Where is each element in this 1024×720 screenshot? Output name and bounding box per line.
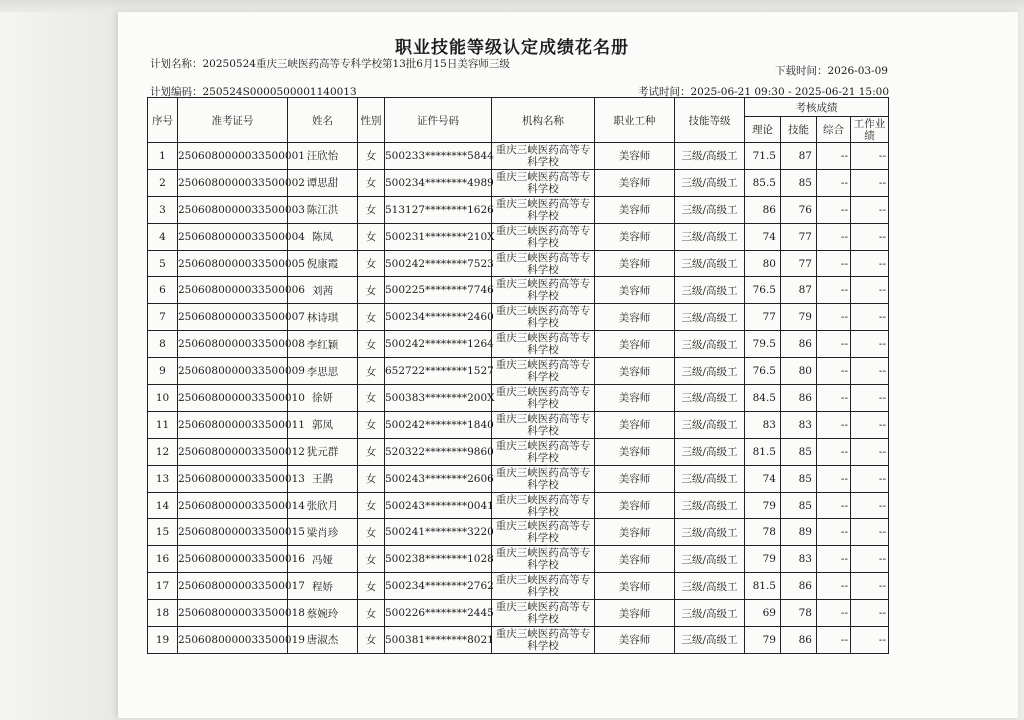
- page-title: 职业技能等级认定成绩花名册: [395, 38, 629, 58]
- cell-ticket: 2506080000033500016: [178, 546, 288, 573]
- cell-level: 三级/高级工: [675, 385, 745, 412]
- header-id: 证件号码: [385, 98, 492, 143]
- cell-seq: 18: [148, 600, 178, 627]
- cell-ticket: 2506080000033500018: [178, 600, 288, 627]
- cell-gender: 女: [358, 492, 385, 519]
- cell-id: 500231********210X: [385, 223, 492, 250]
- cell-seq: 10: [148, 385, 178, 412]
- cell-level: 三级/高级工: [675, 143, 745, 170]
- cell-ticket: 2506080000033500006: [178, 277, 288, 304]
- cell-org: 重庆三峡医药高等专科学校: [492, 385, 595, 412]
- cell-level: 三级/高级工: [675, 492, 745, 519]
- download-time: 下载时间：2026-03-09: [774, 65, 888, 77]
- cell-overall: --: [817, 411, 851, 438]
- cell-name: 陈凤: [288, 223, 358, 250]
- cell-skill: 89: [781, 519, 817, 546]
- cell-level: 三级/高级工: [675, 465, 745, 492]
- cell-seq: 14: [148, 492, 178, 519]
- cell-overall: --: [817, 331, 851, 358]
- cell-overall: --: [817, 385, 851, 412]
- cell-theory: 86: [745, 196, 781, 223]
- cell-work: --: [851, 169, 889, 196]
- cell-theory: 85.5: [745, 169, 781, 196]
- cell-theory: 83: [745, 411, 781, 438]
- cell-work: --: [851, 627, 889, 654]
- table-row: [148, 304, 889, 331]
- cell-gender: 女: [358, 385, 385, 412]
- cell-job: 美容师: [595, 223, 675, 250]
- cell-level: 三级/高级工: [675, 411, 745, 438]
- cell-name: 刘茜: [288, 277, 358, 304]
- cell-id: 500234********2762: [385, 573, 492, 600]
- cell-ticket: 2506080000033500017: [178, 573, 288, 600]
- cell-skill: 80: [781, 358, 817, 385]
- cell-level: 三级/高级工: [675, 358, 745, 385]
- cell-org: 重庆三峡医药高等专科学校: [492, 304, 595, 331]
- cell-job: 美容师: [595, 573, 675, 600]
- table-row: [148, 465, 889, 492]
- cell-overall: --: [817, 196, 851, 223]
- cell-skill: 76: [781, 196, 817, 223]
- cell-skill: 85: [781, 438, 817, 465]
- cell-level: 三级/高级工: [675, 196, 745, 223]
- cell-work: --: [851, 304, 889, 331]
- cell-ticket: 2506080000033500001: [178, 143, 288, 170]
- cell-name: 蔡婉玲: [288, 600, 358, 627]
- cell-org: 重庆三峡医药高等专科学校: [492, 438, 595, 465]
- cell-level: 三级/高级工: [675, 304, 745, 331]
- cell-theory: 76.5: [745, 277, 781, 304]
- cell-name: 张欣月: [288, 492, 358, 519]
- cell-id: 500242********1840: [385, 411, 492, 438]
- cell-level: 三级/高级工: [675, 573, 745, 600]
- cell-work: --: [851, 465, 889, 492]
- cell-theory: 79.5: [745, 331, 781, 358]
- cell-name: 李思思: [288, 358, 358, 385]
- cell-ticket: 2506080000033500010: [178, 385, 288, 412]
- cell-name: 李红颖: [288, 331, 358, 358]
- cell-theory: 74: [745, 465, 781, 492]
- cell-ticket: 2506080000033500007: [178, 304, 288, 331]
- cell-name: 郭凤: [288, 411, 358, 438]
- cell-gender: 女: [358, 250, 385, 277]
- cell-job: 美容师: [595, 385, 675, 412]
- cell-theory: 79: [745, 546, 781, 573]
- cell-work: --: [851, 573, 889, 600]
- header-level: 技能等级: [675, 98, 745, 143]
- cell-level: 三级/高级工: [675, 600, 745, 627]
- cell-work: --: [851, 250, 889, 277]
- cell-gender: 女: [358, 143, 385, 170]
- scan-background-top: [0, 0, 1024, 12]
- header-org: 机构名称: [492, 98, 595, 143]
- cell-gender: 女: [358, 223, 385, 250]
- cell-seq: 4: [148, 223, 178, 250]
- cell-gender: 女: [358, 196, 385, 223]
- cell-overall: --: [817, 250, 851, 277]
- cell-seq: 12: [148, 438, 178, 465]
- cell-id: 500243********2606: [385, 465, 492, 492]
- cell-theory: 81.5: [745, 573, 781, 600]
- cell-ticket: 2506080000033500009: [178, 358, 288, 385]
- cell-work: --: [851, 196, 889, 223]
- cell-job: 美容师: [595, 250, 675, 277]
- cell-job: 美容师: [595, 492, 675, 519]
- table-row: [148, 627, 889, 654]
- table-row: [148, 411, 889, 438]
- cell-level: 三级/高级工: [675, 169, 745, 196]
- cell-gender: 女: [358, 600, 385, 627]
- cell-job: 美容师: [595, 627, 675, 654]
- cell-ticket: 2506080000033500005: [178, 250, 288, 277]
- cell-ticket: 2506080000033500004: [178, 223, 288, 250]
- cell-job: 美容师: [595, 600, 675, 627]
- cell-seq: 16: [148, 546, 178, 573]
- header-scores: 考核成绩: [745, 98, 889, 117]
- cell-work: --: [851, 438, 889, 465]
- table-body: [148, 143, 889, 654]
- cell-level: 三级/高级工: [675, 519, 745, 546]
- cell-job: 美容师: [595, 411, 675, 438]
- score-roster-table: [147, 97, 889, 654]
- cell-id: 500234********2460: [385, 304, 492, 331]
- cell-skill: 86: [781, 385, 817, 412]
- cell-id: 513127********1626: [385, 196, 492, 223]
- cell-gender: 女: [358, 411, 385, 438]
- cell-work: --: [851, 492, 889, 519]
- cell-theory: 79: [745, 492, 781, 519]
- cell-work: --: [851, 143, 889, 170]
- cell-overall: --: [817, 169, 851, 196]
- cell-id: 500242********1264: [385, 331, 492, 358]
- cell-job: 美容师: [595, 143, 675, 170]
- cell-skill: 77: [781, 223, 817, 250]
- cell-theory: 71.5: [745, 143, 781, 170]
- cell-ticket: 2506080000033500019: [178, 627, 288, 654]
- cell-gender: 女: [358, 331, 385, 358]
- header-ticket: 准考证号: [178, 98, 288, 143]
- cell-seq: 1: [148, 143, 178, 170]
- cell-overall: --: [817, 519, 851, 546]
- table-row: [148, 358, 889, 385]
- cell-ticket: 2506080000033500014: [178, 492, 288, 519]
- cell-level: 三级/高级工: [675, 250, 745, 277]
- cell-skill: 83: [781, 546, 817, 573]
- cell-skill: 86: [781, 331, 817, 358]
- cell-ticket: 2506080000033500003: [178, 196, 288, 223]
- cell-overall: --: [817, 627, 851, 654]
- cell-org: 重庆三峡医药高等专科学校: [492, 627, 595, 654]
- cell-gender: 女: [358, 546, 385, 573]
- cell-level: 三级/高级工: [675, 277, 745, 304]
- cell-overall: --: [817, 465, 851, 492]
- cell-org: 重庆三峡医药高等专科学校: [492, 277, 595, 304]
- table-row: [148, 492, 889, 519]
- table-row: [148, 438, 889, 465]
- cell-id: 520322********9860: [385, 438, 492, 465]
- cell-skill: 86: [781, 573, 817, 600]
- cell-job: 美容师: [595, 331, 675, 358]
- cell-overall: --: [817, 573, 851, 600]
- cell-level: 三级/高级工: [675, 438, 745, 465]
- cell-id: 500226********2445: [385, 600, 492, 627]
- cell-gender: 女: [358, 169, 385, 196]
- cell-id: 500381********8021: [385, 627, 492, 654]
- header-job: 职业工种: [595, 98, 675, 143]
- cell-skill: 77: [781, 250, 817, 277]
- scan-background-left: [0, 0, 118, 720]
- cell-org: 重庆三峡医药高等专科学校: [492, 465, 595, 492]
- header-seq: 序号: [148, 98, 178, 143]
- cell-overall: --: [817, 600, 851, 627]
- cell-name: 倪康霞: [288, 250, 358, 277]
- cell-ticket: 2506080000033500013: [178, 465, 288, 492]
- cell-seq: 3: [148, 196, 178, 223]
- header-skill: 技能: [781, 117, 817, 143]
- cell-name: 梁肖珍: [288, 519, 358, 546]
- cell-job: 美容师: [595, 519, 675, 546]
- cell-id: 500238********1028: [385, 546, 492, 573]
- header-theory: 理论: [745, 117, 781, 143]
- cell-id: 500243********0041: [385, 492, 492, 519]
- cell-name: 徐妍: [288, 385, 358, 412]
- cell-skill: 85: [781, 465, 817, 492]
- cell-overall: --: [817, 492, 851, 519]
- cell-org: 重庆三峡医药高等专科学校: [492, 169, 595, 196]
- cell-seq: 8: [148, 331, 178, 358]
- cell-name: 犹元群: [288, 438, 358, 465]
- cell-org: 重庆三峡医药高等专科学校: [492, 546, 595, 573]
- cell-gender: 女: [358, 304, 385, 331]
- cell-theory: 81.5: [745, 438, 781, 465]
- cell-theory: 77: [745, 304, 781, 331]
- cell-org: 重庆三峡医药高等专科学校: [492, 196, 595, 223]
- cell-id: 500225********7746: [385, 277, 492, 304]
- header-gender: 性别: [358, 98, 385, 143]
- plan-name: 计划名称：20250524重庆三峡医药高等专科学校第13批6月15日美容师三级: [150, 58, 510, 70]
- table-row: [148, 196, 889, 223]
- cell-seq: 13: [148, 465, 178, 492]
- cell-overall: --: [817, 546, 851, 573]
- cell-theory: 74: [745, 223, 781, 250]
- cell-ticket: 2506080000033500008: [178, 331, 288, 358]
- cell-gender: 女: [358, 627, 385, 654]
- cell-level: 三级/高级工: [675, 223, 745, 250]
- cell-id: 500383********200X: [385, 385, 492, 412]
- cell-seq: 17: [148, 573, 178, 600]
- cell-skill: 79: [781, 304, 817, 331]
- cell-seq: 5: [148, 250, 178, 277]
- cell-name: 唐淑杰: [288, 627, 358, 654]
- cell-org: 重庆三峡医药高等专科学校: [492, 492, 595, 519]
- cell-gender: 女: [358, 438, 385, 465]
- cell-name: 汪欣怡: [288, 143, 358, 170]
- cell-org: 重庆三峡医药高等专科学校: [492, 358, 595, 385]
- cell-gender: 女: [358, 519, 385, 546]
- table-row: [148, 223, 889, 250]
- cell-theory: 69: [745, 600, 781, 627]
- table-row: [148, 169, 889, 196]
- cell-work: --: [851, 358, 889, 385]
- cell-work: --: [851, 223, 889, 250]
- cell-work: --: [851, 277, 889, 304]
- cell-org: 重庆三峡医药高等专科学校: [492, 143, 595, 170]
- cell-gender: 女: [358, 465, 385, 492]
- cell-job: 美容师: [595, 358, 675, 385]
- cell-gender: 女: [358, 277, 385, 304]
- cell-gender: 女: [358, 358, 385, 385]
- cell-work: --: [851, 600, 889, 627]
- cell-overall: --: [817, 304, 851, 331]
- cell-org: 重庆三峡医药高等专科学校: [492, 411, 595, 438]
- cell-org: 重庆三峡医药高等专科学校: [492, 519, 595, 546]
- cell-name: 林诗琪: [288, 304, 358, 331]
- plan-code: 计划编码：250524S000050000114001З: [150, 86, 357, 98]
- cell-id: 500241********3220: [385, 519, 492, 546]
- cell-job: 美容师: [595, 546, 675, 573]
- cell-seq: 15: [148, 519, 178, 546]
- cell-job: 美容师: [595, 465, 675, 492]
- cell-overall: --: [817, 223, 851, 250]
- cell-level: 三级/高级工: [675, 627, 745, 654]
- cell-work: --: [851, 519, 889, 546]
- table-row: [148, 546, 889, 573]
- cell-name: 陈江洪: [288, 196, 358, 223]
- cell-skill: 85: [781, 492, 817, 519]
- cell-name: 谭思甜: [288, 169, 358, 196]
- header-work: 工作业绩: [851, 117, 889, 143]
- cell-overall: --: [817, 277, 851, 304]
- cell-job: 美容师: [595, 438, 675, 465]
- cell-org: 重庆三峡医药高等专科学校: [492, 331, 595, 358]
- table-row: [148, 331, 889, 358]
- cell-theory: 79: [745, 627, 781, 654]
- cell-overall: --: [817, 143, 851, 170]
- cell-ticket: 2506080000033500011: [178, 411, 288, 438]
- cell-org: 重庆三峡医药高等专科学校: [492, 223, 595, 250]
- cell-seq: 6: [148, 277, 178, 304]
- cell-skill: 87: [781, 277, 817, 304]
- cell-skill: 78: [781, 600, 817, 627]
- cell-org: 重庆三峡医药高等专科学校: [492, 250, 595, 277]
- cell-ticket: 2506080000033500002: [178, 169, 288, 196]
- table-row: [148, 277, 889, 304]
- table-row: [148, 143, 889, 170]
- cell-name: 冯娅: [288, 546, 358, 573]
- cell-seq: 7: [148, 304, 178, 331]
- cell-theory: 78: [745, 519, 781, 546]
- cell-job: 美容师: [595, 277, 675, 304]
- cell-job: 美容师: [595, 304, 675, 331]
- header-overall: 综合: [817, 117, 851, 143]
- cell-ticket: 2506080000033500012: [178, 438, 288, 465]
- cell-gender: 女: [358, 573, 385, 600]
- cell-job: 美容师: [595, 169, 675, 196]
- table-row: [148, 250, 889, 277]
- cell-seq: 2: [148, 169, 178, 196]
- cell-skill: 83: [781, 411, 817, 438]
- cell-seq: 19: [148, 627, 178, 654]
- cell-seq: 9: [148, 358, 178, 385]
- table-row: [148, 600, 889, 627]
- cell-id: 500233********5844: [385, 143, 492, 170]
- cell-ticket: 2506080000033500015: [178, 519, 288, 546]
- cell-theory: 84.5: [745, 385, 781, 412]
- table-row: [148, 573, 889, 600]
- cell-name: 王鹊: [288, 465, 358, 492]
- table-row: [148, 519, 889, 546]
- cell-level: 三级/高级工: [675, 331, 745, 358]
- cell-id: 500242********7523: [385, 250, 492, 277]
- cell-work: --: [851, 411, 889, 438]
- cell-skill: 86: [781, 627, 817, 654]
- cell-work: --: [851, 546, 889, 573]
- cell-skill: 87: [781, 143, 817, 170]
- cell-work: --: [851, 385, 889, 412]
- cell-overall: --: [817, 358, 851, 385]
- cell-id: 652722********1527: [385, 358, 492, 385]
- cell-seq: 11: [148, 411, 178, 438]
- cell-job: 美容师: [595, 196, 675, 223]
- cell-org: 重庆三峡医药高等专科学校: [492, 573, 595, 600]
- cell-skill: 85: [781, 169, 817, 196]
- cell-theory: 80: [745, 250, 781, 277]
- cell-overall: --: [817, 438, 851, 465]
- cell-name: 程娇: [288, 573, 358, 600]
- cell-work: --: [851, 331, 889, 358]
- exam-time: 考试时间：2025-06-21 09:30 - 2025-06-21 15:00: [638, 86, 889, 98]
- cell-level: 三级/高级工: [675, 546, 745, 573]
- header-name: 姓名: [288, 98, 358, 143]
- table-row: [148, 385, 889, 412]
- cell-id: 500234********4989: [385, 169, 492, 196]
- cell-theory: 76.5: [745, 358, 781, 385]
- cell-org: 重庆三峡医药高等专科学校: [492, 600, 595, 627]
